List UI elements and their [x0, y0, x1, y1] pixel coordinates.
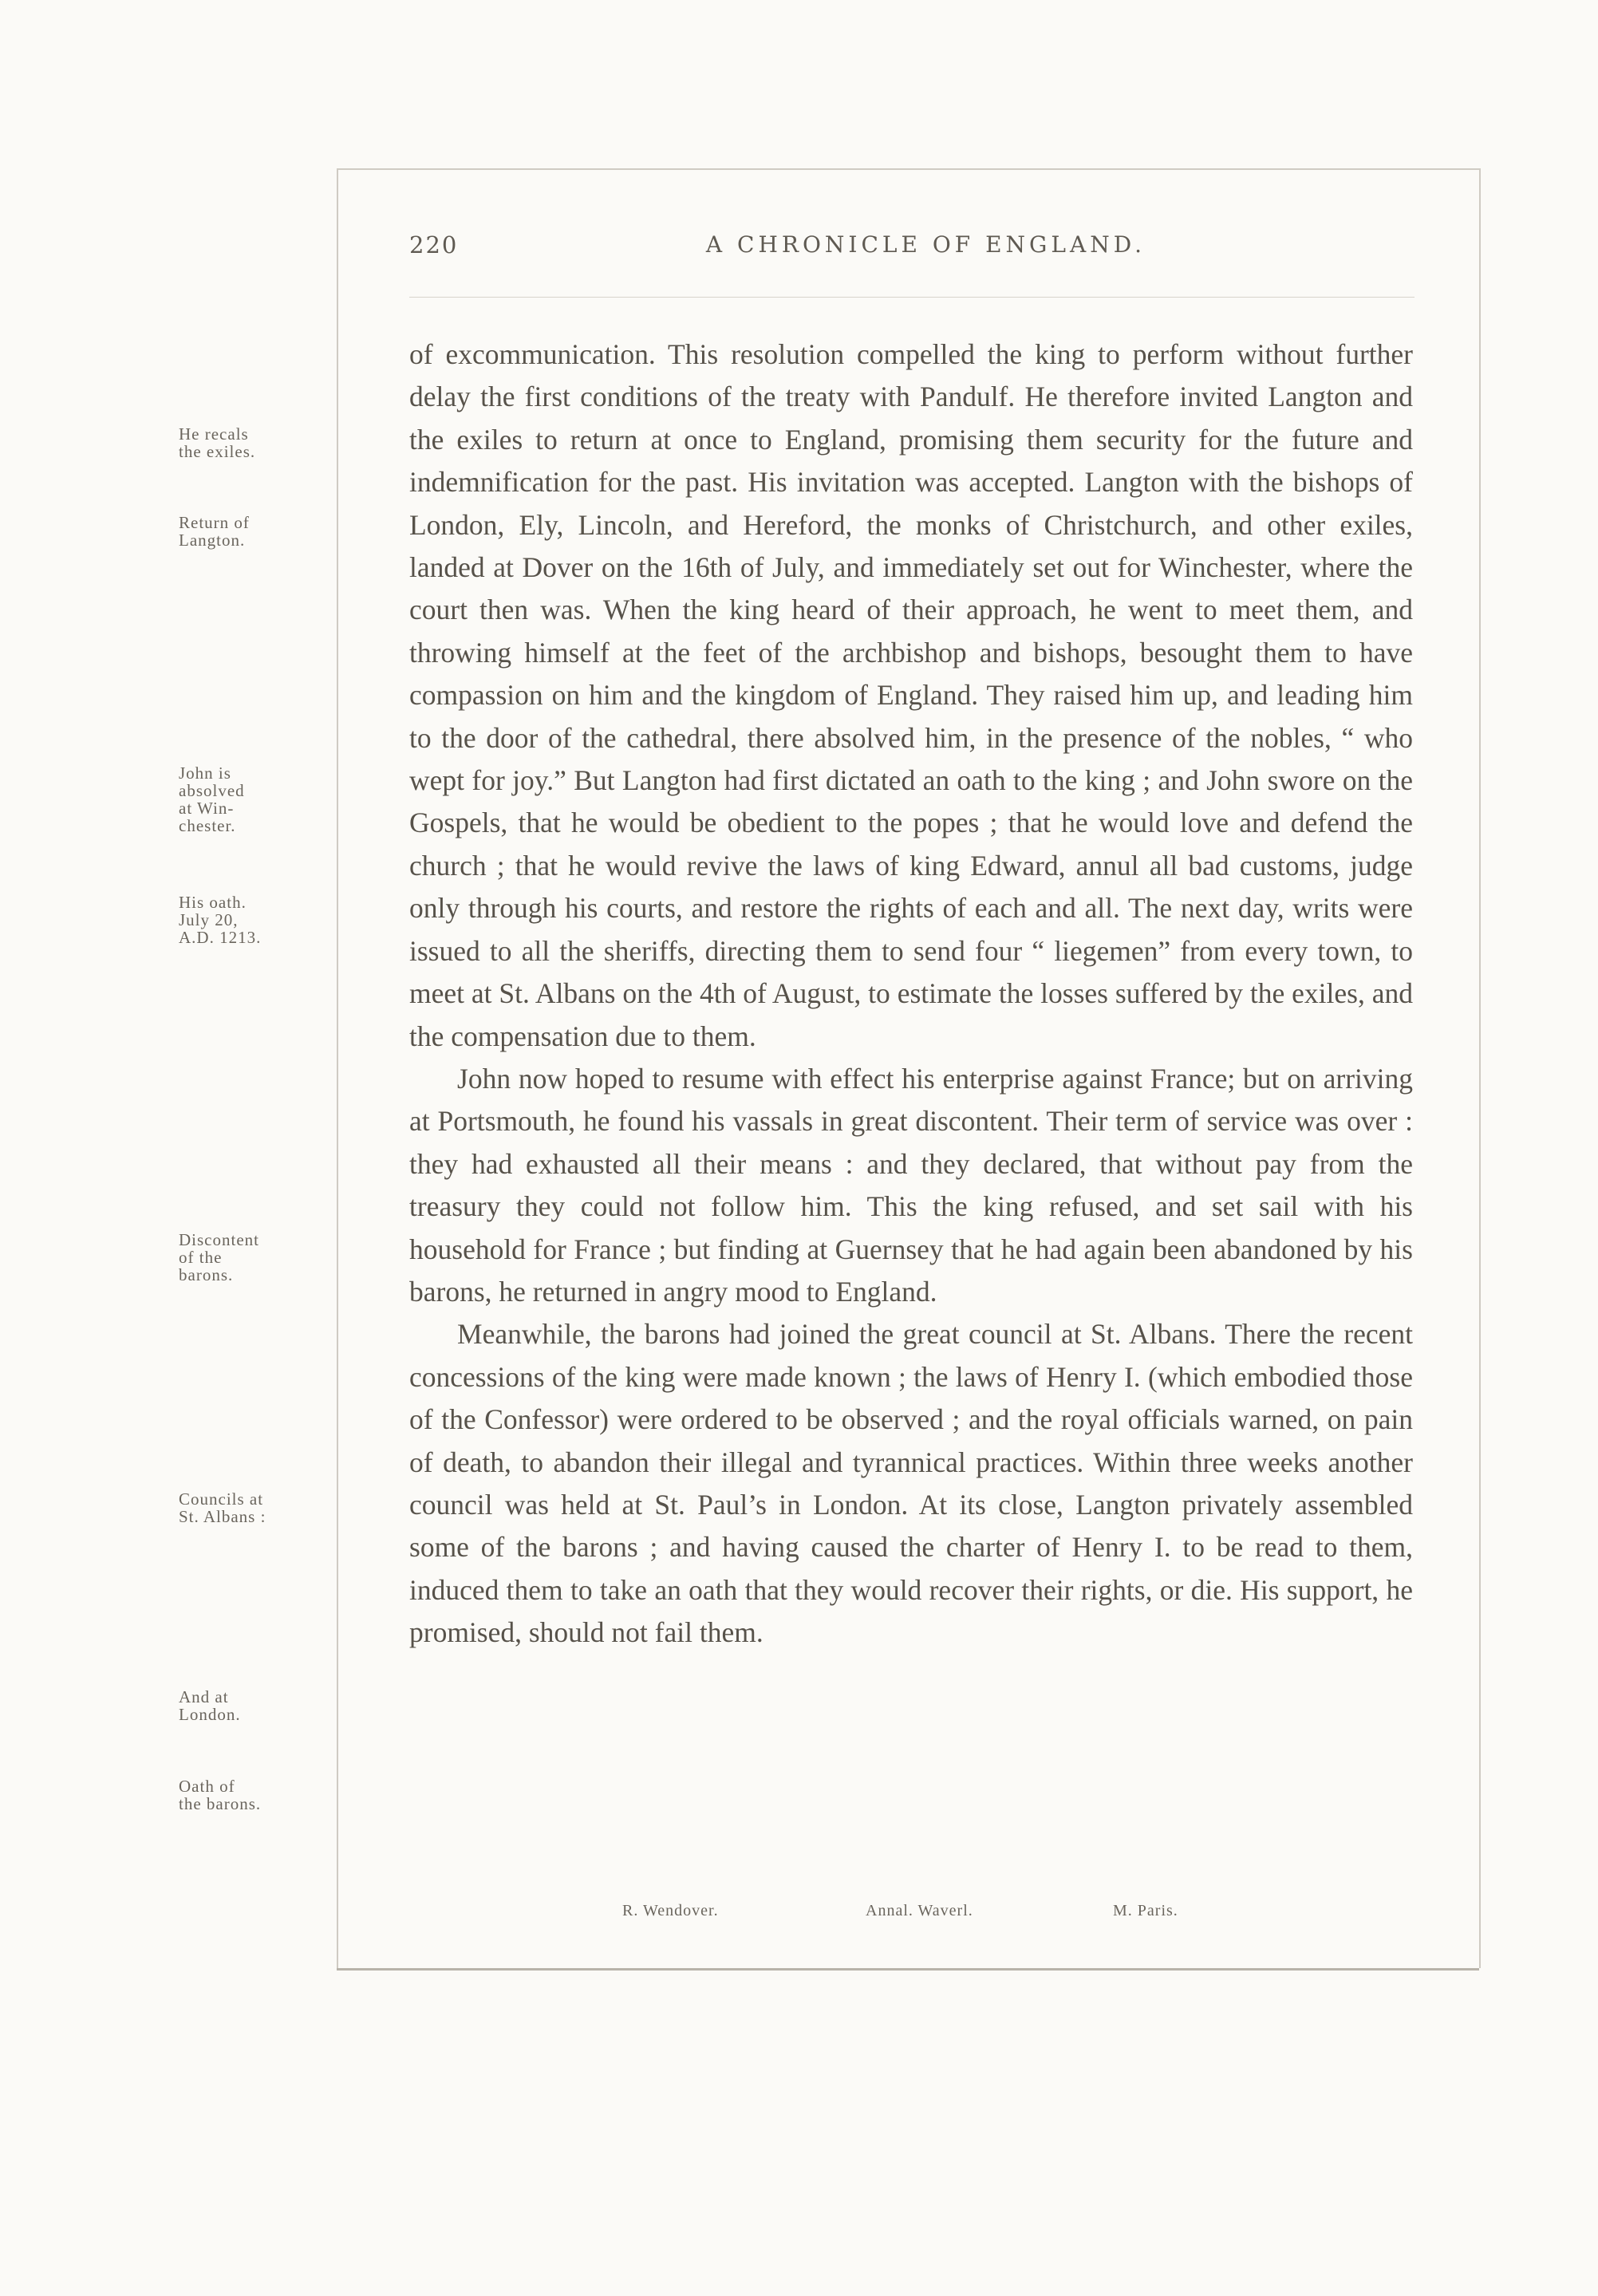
- margin-note-text: And at London.: [179, 1687, 241, 1724]
- paragraph: John now hoped to resume with effect his enterprise against France; but on arriving at Portsmouth, he found his vassals in great discontent. Their term of service was over : they had exhausted all their means : and they declared, that without pay from the treasury they could not follow him. This the king refused, and set sail with his household for France ; but finding at Guernsey that he had again been abandoned by his barons, he returned in angry mood to England.: [409, 1062, 1413, 1308]
- footnote-source: M. Paris.: [1113, 1902, 1178, 1919]
- margin-note-councils-st-albans: [179, 1490, 338, 1525]
- body-text: [409, 333, 1413, 1655]
- page-frame-bottom-border: [337, 1968, 1479, 1971]
- running-head: A CHRONICLE OF ENGLAND.: [705, 231, 1146, 258]
- margin-note-recals-exiles: [179, 425, 338, 460]
- margin-note-discontent-barons: [179, 1231, 338, 1284]
- footnote-source: R. Wendover.: [622, 1902, 719, 1919]
- margin-note-text: Discontent of the barons.: [179, 1230, 259, 1284]
- margin-note-text: Councils at St. Albans :: [179, 1489, 266, 1526]
- margin-note-text: He recals the exiles.: [179, 424, 256, 461]
- margin-note-text: John is absolved at Win- chester.: [179, 763, 245, 835]
- page-header: [409, 231, 1442, 266]
- margin-note-text: Return of Langton.: [179, 513, 250, 550]
- margin-note-john-absolved: [179, 764, 338, 834]
- header-rule: [409, 297, 1415, 298]
- margin-note-text: Oath of the barons.: [179, 1777, 262, 1813]
- margin-note-oath-barons: [179, 1777, 338, 1813]
- paragraph: of excommunication. This resolution compelled the king to perform without further delay the first conditions of the treaty with Pandulf. He therefore invited Langton and the exiles to return at once to England, promising them security for the future and indemnification for the past. His invitation was accepted. Langton with the bishops of London, Ely, Lincoln, and Hereford, the monks of Christchurch, and other exiles, landed at Dover on the 16th of July, and immediately set out for Winchester, where the court then was. When the king heard of their approach, he went to meet them, and throwing himself at the feet of the archbishop and bishops, besought them to have compassion on him and the kingdom of England. They raised him up, and leading him to the door of the cathedral, there absolved him, in the presence of the nobles, “ who wept for joy.” But Langton had first dictated an oath to the king ; and John swore on the Gospels, that he would be obedient to the popes ; that he would love and defend the church ; that he would revive the laws of king Edward, annul all bad customs, judge only through his courts, and restore the rights of each and all. The next day, writs were issued to all the sheriffs, directing them to send four “ liegemen” from every town, to meet at St. Albans on the 4th of August, to estimate the losses suffered by the exiles, and the compensation due to them.: [409, 338, 1413, 1052]
- margin-note-his-oath: [179, 894, 338, 946]
- page-frame-right-border: [1479, 168, 1481, 1968]
- page-frame-top-border: [337, 168, 1479, 170]
- margin-note-and-london: [179, 1688, 338, 1723]
- margin-note-text: His oath. July 20, A.D. 1213.: [179, 893, 262, 947]
- margin-note-return-langton: [179, 514, 338, 549]
- footnote-source: Annal. Waverl.: [866, 1902, 973, 1919]
- page-number: 220: [409, 231, 459, 258]
- paragraph: Meanwhile, the barons had joined the great council at St. Albans. There the recent concessions of the king were made known ; the laws of Henry I. (which embodied those of the Confessor) were ordered to be observed ; and the royal officials warned, on pain of death, to abandon their illegal and tyrannical practices. Within three weeks another council was held at St. Paul’s in London. At its close, Langton privately assembled some of the barons ; and having caused the charter of Henry I. to be read to them, induced them to take an oath that they would recover their rights, or die. His support, he promised, should not fail them.: [409, 1318, 1413, 1649]
- source-footnotes: [606, 1902, 1245, 1926]
